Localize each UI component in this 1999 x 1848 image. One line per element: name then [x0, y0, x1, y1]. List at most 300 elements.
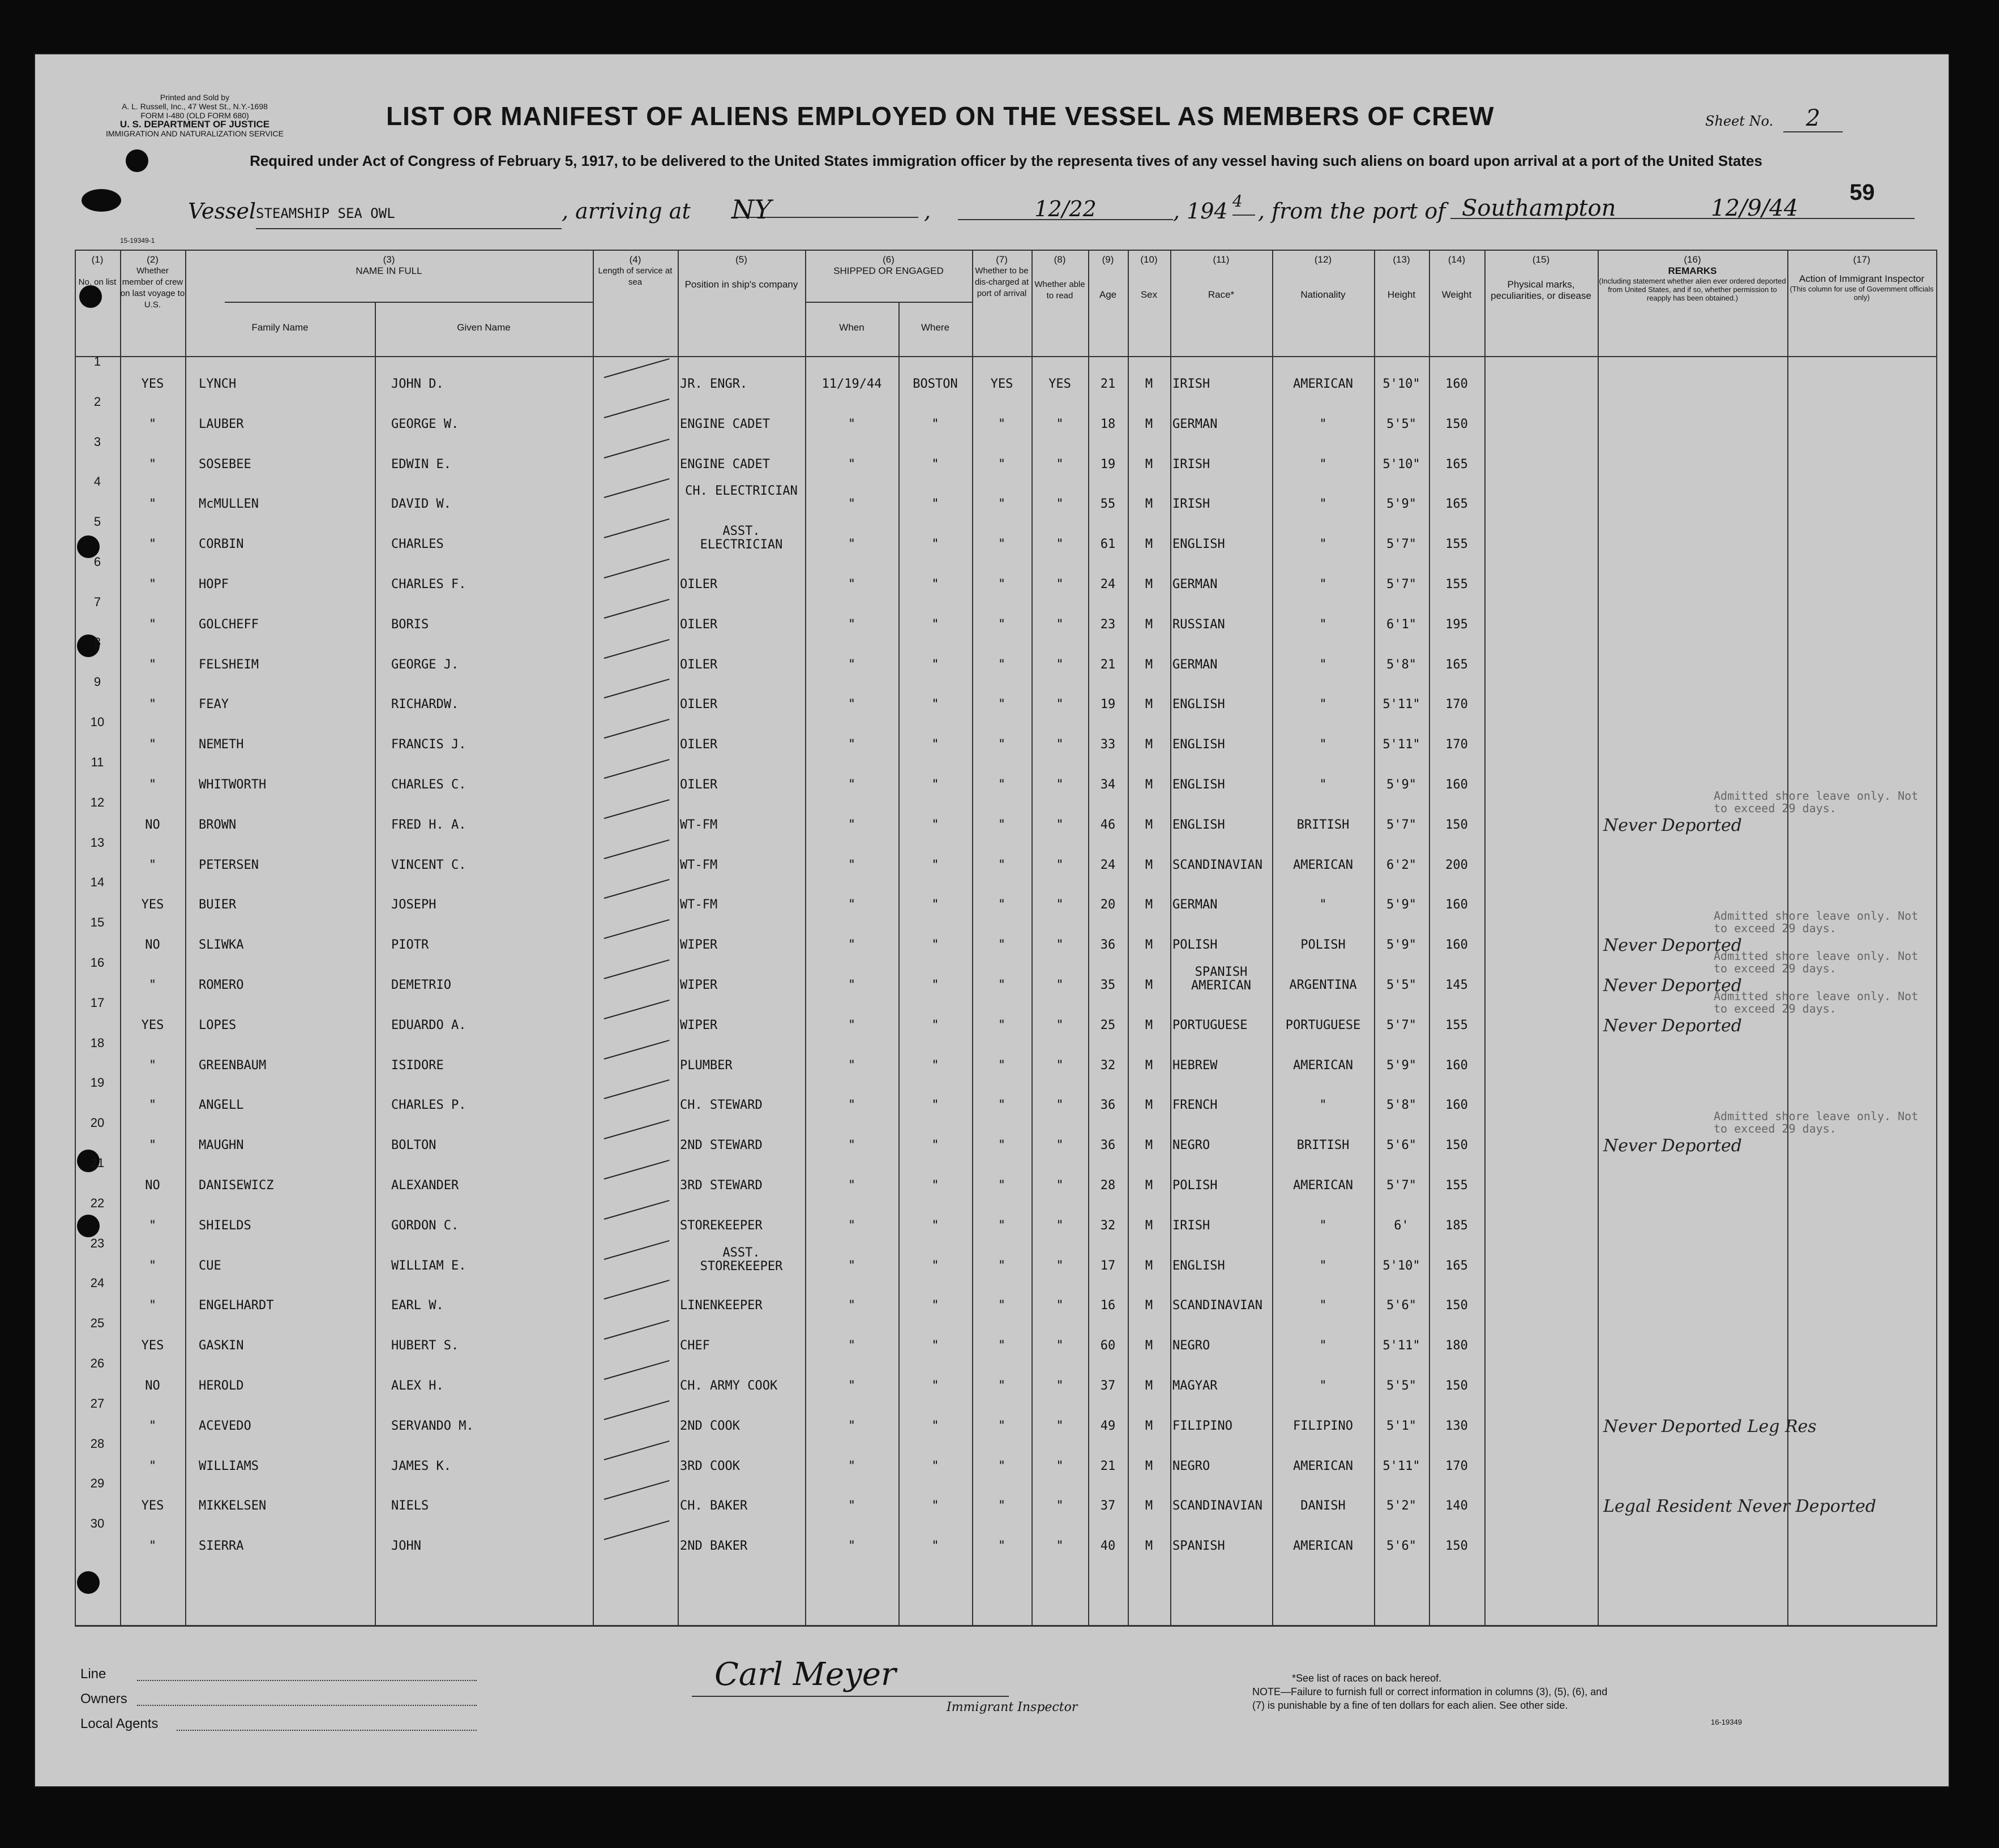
cell-weight: 150: [1445, 417, 1468, 431]
cell-given-name: CHARLES: [391, 537, 444, 552]
cell-family-name: HEROLD: [199, 1379, 244, 1393]
cell-position: PLUMBER: [680, 1058, 733, 1073]
footer-line-label: Line: [80, 1666, 106, 1682]
cell-row-number: 12: [90, 795, 105, 809]
cell-shipped-when: ": [847, 1339, 856, 1353]
cell-age: 23: [1100, 617, 1116, 632]
cell-prev-voyage: ": [148, 1539, 157, 1554]
cell-printed-remark: Admitted shore leave only. Not to exceed 29 days.: [1714, 989, 1919, 1015]
cell-nationality: ": [1319, 417, 1327, 431]
table-row: [75, 909, 1937, 961]
col-header-family-name: Family Name: [251, 322, 309, 333]
service-check-mark: [604, 679, 670, 698]
printer-block: [76, 93, 314, 138]
cell-age: 36: [1100, 1098, 1116, 1113]
cell-shipped-when: ": [847, 1018, 856, 1032]
footer-agents-label: Local Agents: [80, 1716, 159, 1731]
service-check-mark: [604, 439, 670, 458]
cell-nationality: BRITISH: [1296, 817, 1350, 832]
table-row: [75, 1516, 1937, 1562]
cell-age: 34: [1100, 778, 1116, 792]
cell-weight: 155: [1445, 1018, 1468, 1032]
cell-shipped-when: ": [847, 817, 856, 832]
service-check-mark: [604, 1480, 670, 1500]
cell-remarks: Never Deported: [1603, 1015, 1743, 1036]
cell-sex: M: [1145, 738, 1153, 752]
cell-nationality: AMERICAN: [1293, 857, 1353, 872]
printer-line: Printed and Sold by: [160, 93, 230, 102]
cell-shipped-when: ": [847, 1138, 856, 1153]
col-header-service: (4) Length of service at sea: [598, 254, 673, 287]
cell-race: ENGLISH: [1172, 1258, 1225, 1273]
cell-prev-voyage: ": [148, 497, 157, 512]
cell-row-number: 3: [93, 434, 101, 449]
cell-race: SCANDINAVIAN: [1172, 857, 1262, 872]
cell-prev-voyage: ": [148, 617, 157, 632]
sheet-number-value: 2: [1783, 105, 1843, 132]
cell-discharged: ": [998, 778, 1006, 792]
cell-family-name: CORBIN: [199, 537, 244, 552]
cell-able-to-read: ": [1056, 738, 1064, 752]
cell-sex: M: [1145, 457, 1153, 471]
cell-position: 2ND COOK: [680, 1418, 740, 1433]
col-header-weight: (14) Weight: [1441, 254, 1472, 300]
cell-nationality: ": [1319, 657, 1327, 672]
cell-weight: 160: [1445, 898, 1468, 912]
cell-able-to-read: ": [1056, 1218, 1064, 1233]
cell-shipped-where: ": [931, 1499, 939, 1513]
cell-position: CHEF: [680, 1339, 710, 1353]
cell-shipped-when: ": [847, 697, 856, 712]
col-header-prev-voyage: (2) Whether member of crew on last voyage to U.S.: [120, 254, 185, 310]
table-row: [75, 394, 1937, 440]
departure-port-line: [1450, 195, 1915, 219]
cell-weight: 160: [1445, 1058, 1468, 1073]
cell-given-name: PIOTR: [391, 938, 429, 953]
table-row: [75, 634, 1937, 680]
cell-discharged: ": [998, 537, 1006, 552]
cell-race: GERMAN: [1172, 417, 1218, 431]
cell-sex: M: [1145, 1178, 1153, 1193]
cell-able-to-read: ": [1056, 1339, 1064, 1353]
cell-height: 5'10": [1382, 457, 1420, 471]
cell-age: 37: [1100, 1379, 1116, 1393]
cell-row-number: 4: [93, 474, 101, 489]
cell-row-number: 19: [90, 1075, 105, 1090]
cell-row-number: 5: [93, 514, 101, 529]
service-check-mark: [604, 1280, 670, 1300]
cell-age: 19: [1100, 457, 1116, 471]
cell-sex: M: [1145, 617, 1153, 632]
cell-age: 18: [1100, 417, 1116, 431]
cell-discharged: ": [998, 1339, 1006, 1353]
cell-family-name: McMULLEN: [199, 497, 259, 512]
cell-race: IRISH: [1172, 1218, 1210, 1233]
cell-given-name: ALEXANDER: [391, 1178, 459, 1193]
cell-height: 5'1": [1386, 1418, 1416, 1433]
cell-discharged: ": [998, 1499, 1006, 1513]
table-row: [75, 755, 1937, 800]
cell-age: 36: [1100, 938, 1116, 953]
cell-weight: 145: [1445, 978, 1468, 992]
cell-discharged: ": [998, 417, 1006, 431]
cell-able-to-read: ": [1056, 1058, 1064, 1073]
col-header-where: Where: [921, 322, 950, 333]
cell-prev-voyage: NO: [145, 938, 160, 953]
cell-shipped-where: ": [931, 497, 939, 512]
cell-nationality: AMERICAN: [1293, 1058, 1353, 1073]
inspector-signature: Carl Meyer: [714, 1656, 896, 1693]
cell-prev-voyage: NO: [145, 1178, 160, 1193]
service-check-mark: [604, 799, 670, 819]
cell-family-name: ROMERO: [199, 978, 244, 992]
cell-sex: M: [1145, 898, 1153, 912]
cell-height: 5'5": [1386, 1379, 1416, 1393]
cell-nationality: ": [1319, 1258, 1327, 1273]
cell-given-name: BORIS: [391, 617, 429, 632]
cell-shipped-when: ": [847, 617, 856, 632]
cell-nationality: ": [1319, 617, 1327, 632]
cell-shipped-where: ": [931, 1218, 939, 1233]
cell-shipped-where: ": [931, 577, 939, 591]
cell-shipped-when: ": [847, 1178, 856, 1193]
cell-prev-voyage: ": [148, 1459, 157, 1473]
cell-race: NEGRO: [1172, 1459, 1210, 1473]
cell-family-name: FEAY: [199, 697, 229, 712]
cell-row-number: 13: [90, 835, 105, 850]
cell-able-to-read: ": [1056, 1418, 1064, 1433]
cell-nationality: ": [1319, 1379, 1327, 1393]
cell-given-name: EARL W.: [391, 1298, 444, 1313]
cell-able-to-read: ": [1056, 1539, 1064, 1554]
cell-discharged: ": [998, 1218, 1006, 1233]
statute-text: Required under Act of Congress of February 5, 1917, to be delivered to the United States immigration officer by the representa tives of any vessel having such aliens on board upon arrival at a port of the United States: [250, 152, 1762, 169]
cell-position: JR. ENGR.: [680, 377, 748, 391]
cell-shipped-when: ": [847, 1058, 856, 1073]
cell-given-name: RICHARDW.: [391, 697, 459, 712]
service-check-mark: [604, 1079, 670, 1099]
cell-position: WIPER: [680, 1018, 718, 1032]
cell-shipped-where: ": [931, 817, 939, 832]
cell-printed-remark: Admitted shore leave only. Not to exceed 29 days.: [1714, 788, 1919, 815]
cell-discharged: ": [998, 738, 1006, 752]
cell-shipped-when: ": [847, 1539, 856, 1554]
cell-remarks: Never Deported Leg Res: [1603, 1416, 1817, 1437]
cell-shipped-where: ": [931, 738, 939, 752]
footer-form-code: 16-19349: [1711, 1718, 1742, 1726]
cell-weight: 180: [1445, 1339, 1468, 1353]
cell-race: ENGLISH: [1172, 537, 1225, 552]
cell-weight: 165: [1445, 1258, 1468, 1273]
cell-race: SPANISH AMERICAN: [1191, 965, 1251, 993]
cell-shipped-when: ": [847, 497, 856, 512]
col-header-position: (5) Position in ship's company: [684, 254, 798, 290]
cell-prev-voyage: YES: [141, 1018, 164, 1032]
cell-sex: M: [1145, 817, 1153, 832]
cell-nationality: ": [1319, 697, 1327, 712]
cell-row-number: 16: [90, 955, 105, 970]
cell-discharged: ": [998, 1018, 1006, 1032]
cell-row-number: 22: [90, 1195, 105, 1210]
cell-row-number: 6: [93, 555, 101, 569]
cell-given-name: WILLIAM E.: [391, 1258, 466, 1273]
cell-race: SCANDINAVIAN: [1172, 1298, 1262, 1313]
cell-nationality: DANISH: [1300, 1499, 1346, 1513]
cell-shipped-when: ": [847, 1218, 856, 1233]
cell-sex: M: [1145, 577, 1153, 591]
cell-height: 5'7": [1386, 537, 1416, 552]
cell-age: 35: [1100, 978, 1116, 992]
cell-nationality: ": [1319, 778, 1327, 792]
cell-shipped-where: ": [931, 1058, 939, 1073]
cell-prev-voyage: YES: [141, 1339, 164, 1353]
cell-prev-voyage: YES: [141, 377, 164, 391]
cell-nationality: PORTUGUESE: [1285, 1018, 1361, 1032]
cell-family-name: ACEVEDO: [199, 1418, 251, 1433]
table-row: [75, 715, 1937, 760]
arriving-label: , arriving at: [562, 199, 691, 224]
cell-age: 20: [1100, 898, 1116, 912]
cell-age: 37: [1100, 1499, 1116, 1513]
cell-position: ASST. ELECTRICIAN: [700, 524, 783, 552]
cell-row-number: 17: [90, 995, 105, 1010]
cell-family-name: LYNCH: [199, 377, 237, 391]
cell-height: 5'9": [1386, 898, 1416, 912]
table-row: [75, 555, 1937, 600]
cell-sex: M: [1145, 497, 1153, 512]
cell-shipped-when: ": [847, 537, 856, 552]
cell-shipped-where: ": [931, 1539, 939, 1554]
cell-weight: 170: [1445, 738, 1468, 752]
service-check-mark: [604, 1440, 670, 1460]
cell-able-to-read: ": [1056, 1138, 1064, 1153]
cell-shipped-when: ": [847, 898, 856, 912]
cell-race: ENGLISH: [1172, 817, 1225, 832]
cell-nationality: AMERICAN: [1293, 1178, 1353, 1193]
cell-shipped-when: ": [847, 857, 856, 872]
cell-nationality: ": [1319, 577, 1327, 591]
table-row: [75, 1236, 1937, 1281]
signature-line: [692, 1696, 1009, 1697]
cell-prev-voyage: ": [148, 1258, 157, 1273]
cell-given-name: CHARLES P.: [391, 1098, 466, 1113]
cell-height: 5'11": [1382, 697, 1420, 712]
cell-discharged: ": [998, 1379, 1006, 1393]
cell-row-number: 10: [90, 715, 105, 730]
cell-nationality: ": [1319, 1218, 1327, 1233]
cell-height: 6': [1394, 1218, 1409, 1233]
vessel-name: STEAMSHIP SEA OWL: [256, 202, 562, 229]
form-number: FORM I-480 (OLD FORM 680): [140, 111, 249, 120]
cell-family-name: WILLIAMS: [199, 1459, 259, 1473]
arriving-port: NY: [731, 194, 918, 218]
cell-prev-voyage: ": [148, 457, 157, 471]
cell-row-number: 8: [93, 634, 101, 649]
departure-date: 12/9/44: [1711, 195, 1799, 221]
cell-able-to-read: ": [1056, 1499, 1064, 1513]
cell-sex: M: [1145, 1459, 1153, 1473]
cell-family-name: BUIER: [199, 898, 237, 912]
cell-sex: M: [1145, 1058, 1153, 1073]
cell-family-name: PETERSEN: [199, 857, 259, 872]
col-header-nationality: (12) Nationality: [1300, 254, 1346, 300]
cell-weight: 150: [1445, 1379, 1468, 1393]
cell-able-to-read: ": [1056, 778, 1064, 792]
cell-given-name: CHARLES C.: [391, 778, 466, 792]
service-check-mark: [604, 759, 670, 779]
cell-row-number: 27: [90, 1396, 105, 1410]
cell-shipped-when: ": [847, 1418, 856, 1433]
cell-remarks: Legal Resident Never Deported: [1603, 1497, 1877, 1517]
service-check-mark: [604, 478, 670, 498]
cell-family-name: SLIWKA: [199, 938, 244, 953]
cell-weight: 150: [1445, 1138, 1468, 1153]
cell-age: 46: [1100, 817, 1116, 832]
table-row: [75, 1109, 1937, 1161]
table-row: [75, 788, 1937, 841]
cell-able-to-read: ": [1056, 1018, 1064, 1032]
cell-row-number: 28: [90, 1436, 105, 1451]
cell-weight: 150: [1445, 817, 1468, 832]
cell-given-name: ALEX H.: [391, 1379, 444, 1393]
cell-position: WIPER: [680, 938, 718, 953]
cell-height: 5'7": [1386, 817, 1416, 832]
cell-shipped-when: ": [847, 1459, 856, 1473]
cell-nationality: ": [1319, 497, 1327, 512]
cell-height: 5'11": [1382, 1339, 1420, 1353]
table-row: [75, 989, 1937, 1041]
cell-row-number: 15: [90, 915, 105, 930]
cell-shipped-when: ": [847, 577, 856, 591]
footer-owners-label: Owners: [80, 1691, 127, 1706]
cell-discharged: ": [998, 577, 1006, 591]
table-row: [75, 434, 1937, 480]
cell-discharged: YES: [990, 377, 1013, 391]
cell-sex: M: [1145, 938, 1153, 953]
cell-discharged: ": [998, 857, 1006, 872]
cell-given-name: JAMES K.: [391, 1459, 451, 1473]
cell-sex: M: [1145, 857, 1153, 872]
cell-shipped-where: ": [931, 938, 939, 953]
cell-given-name: GEORGE W.: [391, 417, 459, 431]
table-row: [75, 1436, 1937, 1482]
cell-sex: M: [1145, 377, 1153, 391]
table-row: [75, 514, 1937, 560]
cell-weight: 150: [1445, 1298, 1468, 1313]
cell-age: 17: [1100, 1258, 1116, 1273]
cell-position: ENGINE CADET: [680, 417, 770, 431]
cell-row-number: 9: [93, 675, 101, 689]
cell-discharged: ": [998, 898, 1006, 912]
year-label: , 194: [1173, 199, 1228, 224]
service-check-mark: [604, 839, 670, 859]
col-header-number: (1) No. on list: [78, 254, 117, 287]
table-row: [75, 1316, 1937, 1361]
cell-sex: M: [1145, 1379, 1153, 1393]
cell-prev-voyage: ": [148, 1418, 157, 1433]
cell-able-to-read: ": [1056, 497, 1064, 512]
cell-able-to-read: ": [1056, 417, 1064, 431]
cell-shipped-where: ": [931, 978, 939, 992]
cell-nationality: ": [1319, 1339, 1327, 1353]
cell-sex: M: [1145, 1339, 1153, 1353]
cell-sex: M: [1145, 1539, 1153, 1554]
cell-sex: M: [1145, 778, 1153, 792]
cell-shipped-when: ": [847, 1298, 856, 1313]
cell-prev-voyage: NO: [145, 817, 160, 832]
col-header-shipped: (6) SHIPPED OR ENGAGED: [833, 254, 944, 276]
cell-height: 5'7": [1386, 577, 1416, 591]
cell-prev-voyage: ": [148, 857, 157, 872]
cell-prev-voyage: ": [148, 1218, 157, 1233]
cell-height: 5'9": [1386, 1058, 1416, 1073]
cell-age: 21: [1100, 657, 1116, 672]
cell-row-number: 21: [90, 1156, 105, 1170]
cell-shipped-when: ": [847, 1499, 856, 1513]
cell-sex: M: [1145, 1298, 1153, 1313]
cell-prev-voyage: ": [148, 697, 157, 712]
cell-position: LINENKEEPER: [680, 1298, 763, 1313]
cell-height: 5'7": [1386, 1178, 1416, 1193]
cell-discharged: ": [998, 1178, 1006, 1193]
cell-family-name: GREENBAUM: [199, 1058, 267, 1073]
cell-discharged: ": [998, 1418, 1006, 1433]
cell-shipped-where: ": [931, 457, 939, 471]
cell-height: 5'9": [1386, 778, 1416, 792]
cell-nationality: ": [1319, 537, 1327, 552]
cell-age: 21: [1100, 1459, 1116, 1473]
col-header-remarks: (16) REMARKS (Including statement whether alien ever ordered deported from United States, and if so, whether permission to reapply has been obtained.): [1599, 254, 1786, 302]
cell-race: IRISH: [1172, 377, 1210, 391]
col-header-inspector-action: (17) Action of Immigrant Inspector (This column for use of Government officials only): [1790, 254, 1934, 302]
department-name: U. S. DEPARTMENT OF JUSTICE: [119, 119, 270, 130]
cell-given-name: JOHN: [391, 1539, 421, 1554]
cell-race: GERMAN: [1172, 898, 1218, 912]
cell-shipped-where: ": [931, 1258, 939, 1273]
cell-family-name: ANGELL: [199, 1098, 244, 1113]
col-header-age: (9) Age: [1099, 254, 1117, 300]
cell-height: 5'5": [1386, 417, 1416, 431]
cell-shipped-when: ": [847, 417, 856, 431]
cell-shipped-where: ": [931, 1178, 939, 1193]
cell-row-number: 29: [90, 1476, 105, 1491]
cell-height: 5'10": [1382, 1258, 1420, 1273]
cell-shipped-where: ": [931, 778, 939, 792]
cell-given-name: EDUARDO A.: [391, 1018, 466, 1032]
cell-given-name: VINCENT C.: [391, 857, 466, 872]
cell-race: POLISH: [1172, 938, 1218, 953]
cell-race: MAGYAR: [1172, 1379, 1218, 1393]
footnote-races: *See list of races on back hereof.: [1292, 1673, 1442, 1684]
cell-prev-voyage: ": [148, 417, 157, 431]
cell-discharged: ": [998, 817, 1006, 832]
cell-discharged: ": [998, 1539, 1006, 1554]
cell-sex: M: [1145, 1098, 1153, 1113]
cell-discharged: ": [998, 1298, 1006, 1313]
cell-family-name: GASKIN: [199, 1339, 244, 1353]
cell-height: 5'5": [1386, 978, 1416, 992]
cell-height: 5'2": [1386, 1499, 1416, 1513]
cell-family-name: ENGELHARDT: [199, 1298, 274, 1313]
cell-height: 6'1": [1386, 617, 1416, 632]
cell-family-name: SOSEBEE: [199, 457, 251, 471]
table-row: [75, 949, 1937, 1001]
cell-discharged: ": [998, 1138, 1006, 1153]
cell-row-number: 25: [90, 1316, 105, 1331]
cell-sex: M: [1145, 1258, 1153, 1273]
cell-shipped-where: ": [931, 898, 939, 912]
cell-race: SPANISH: [1172, 1539, 1225, 1554]
